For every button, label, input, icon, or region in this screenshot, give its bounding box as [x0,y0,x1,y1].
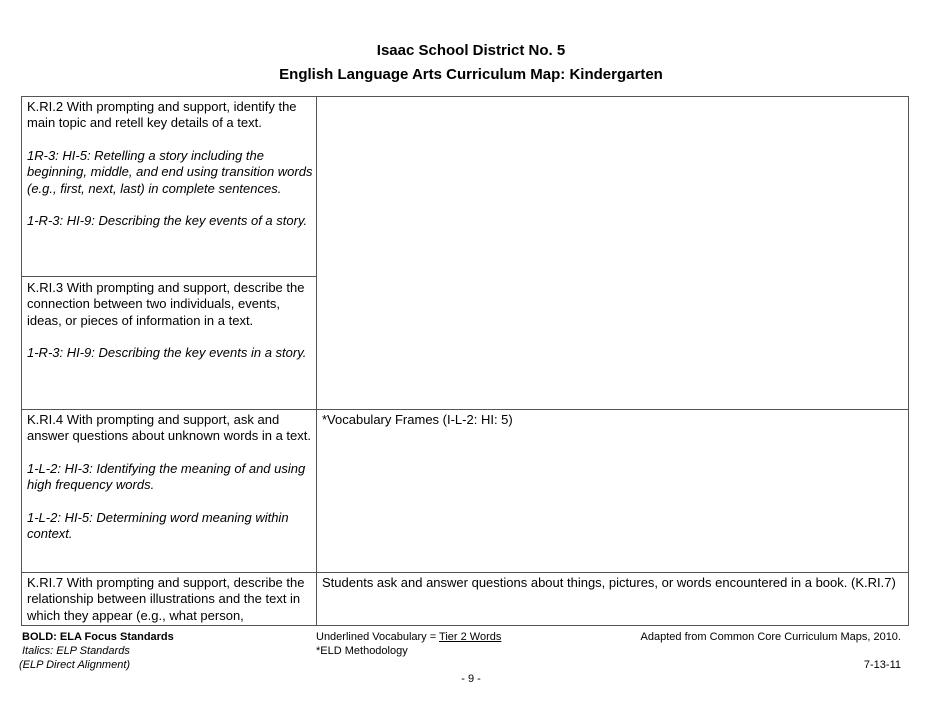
vocabulary-legend-label: Underlined Vocabulary = [316,631,440,643]
footer-source: Adapted from Common Core Curriculum Maps, 2010. [640,631,901,643]
table-row [27,412,313,542]
elp-standard: 1-L-2: HI-5: Determining word meaning within context. [27,509,289,542]
footer-eld-methodology: *ELD Methodology [316,645,408,657]
row-divider-1 [21,276,317,277]
footer-italics-legend: Italics: ELP Standards [22,645,130,657]
table-border-top [21,96,909,97]
table-border-left [21,96,22,626]
table-row [27,280,313,362]
table-border-bottom [21,625,909,626]
elp-standard: 1-R-3: HI-9: Describing the key events of a story. [27,213,308,229]
table-row [27,575,313,624]
footer-date: 7-13-11 [863,659,901,671]
footer-elp-direct: (ELP Direct Alignment) [19,659,131,671]
methodology-text: *Vocabulary Frames (I-L-2: HI: 5) [322,412,513,427]
elp-standard: 1-R-3: HI-9: Describing the key events in a story. [27,345,307,361]
district-title: Isaac School District No. 5 [376,42,566,59]
column-divider [316,96,317,626]
page-number: - 9 - [461,673,481,685]
standard-text: K.RI.3 With prompting and support, describe the connection between two individuals, events, ideas, or pieces of information in a text. [27,280,305,328]
methodology-cell [322,412,902,428]
standard-text: K.RI.2 With prompting and support, identify the main topic and retell key details of a text. [27,99,297,131]
standard-text: K.RI.7 With prompting and support, describe the relationship between illustrations and the text in which they appear (e.g., what person, [27,575,305,623]
page-title: English Language Arts Curriculum Map: Kindergarten [279,66,663,83]
vocabulary-legend-value: Tier 2 Words [439,631,502,643]
footer-vocabulary-legend [316,630,501,644]
table-row [27,99,313,229]
row-divider-2 [21,409,909,410]
activity-text: Students ask and answer questions about things, pictures, or words encountered in a book. (K.RI.7) [322,575,896,590]
footer-bold-legend: BOLD: ELA Focus Standards [22,631,174,643]
row-divider-3 [21,572,909,573]
standard-text: K.RI.4 With prompting and support, ask and answer questions about unknown words in a text. [27,412,312,444]
table-border-right [908,96,909,626]
elp-standard: 1R-3: HI-5: Retelling a story including the beginning, middle, and end using transition words (e.g., first, next, last) in complete sentences. [27,147,313,196]
elp-standard: 1-L-2: HI-3: Identifying the meaning of and using high frequency words. [27,460,306,493]
activity-cell [322,575,904,591]
